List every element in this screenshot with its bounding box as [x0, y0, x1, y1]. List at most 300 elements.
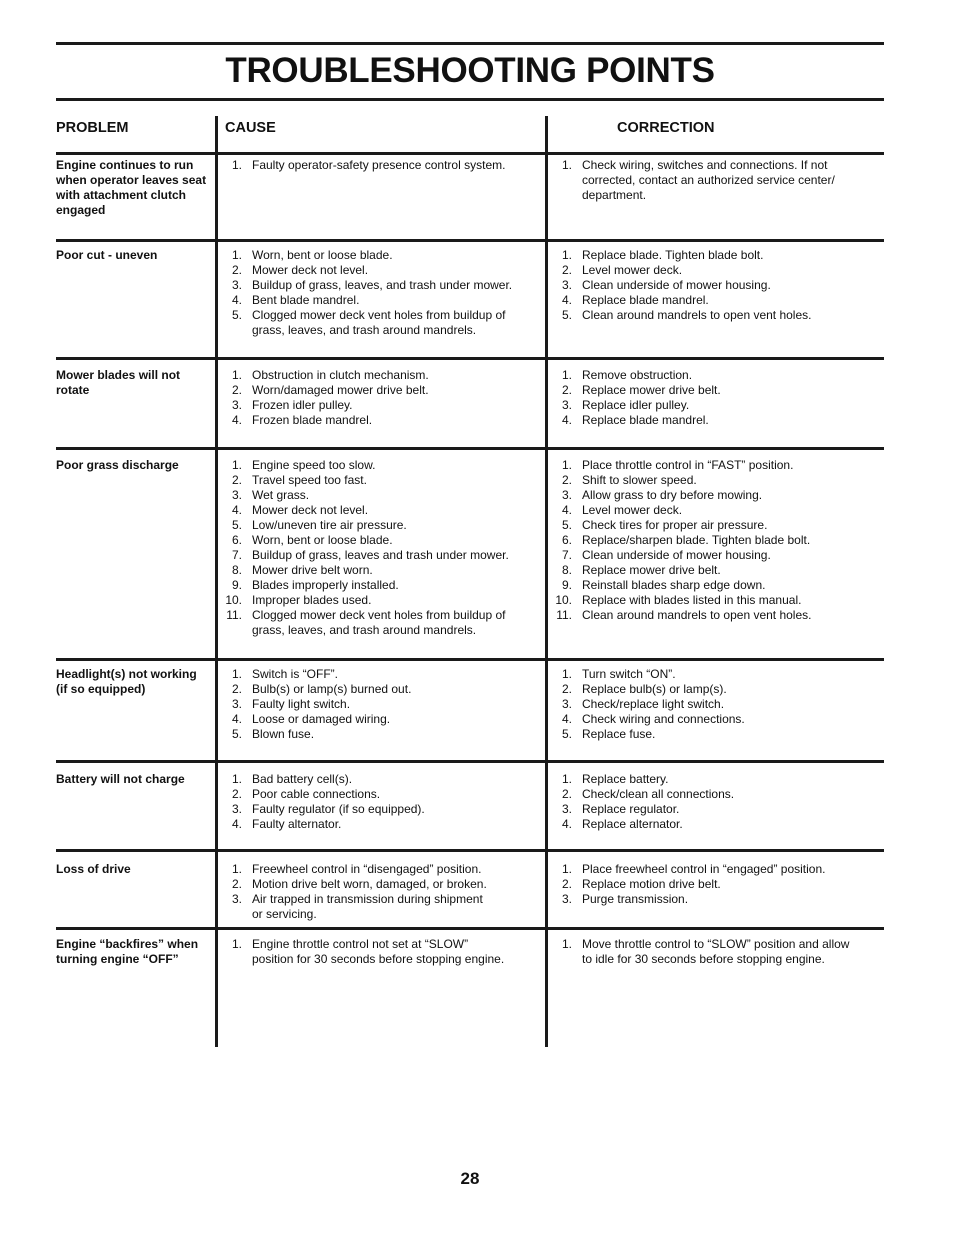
row-separator — [218, 849, 545, 852]
item-line: Replace bulb(s) or lamp(s). — [582, 682, 727, 696]
item-text — [582, 578, 880, 593]
item-line: Clean underside of mower housing. — [582, 278, 771, 292]
item-text — [582, 608, 880, 623]
item-number: 2. — [561, 682, 572, 696]
correction-item — [550, 892, 880, 907]
row-separator — [548, 357, 884, 360]
item-text — [582, 862, 880, 877]
item-text — [582, 937, 880, 967]
cause-item — [220, 458, 542, 473]
cause-item — [220, 862, 542, 877]
correction-item — [550, 593, 880, 608]
cause-item — [220, 368, 542, 383]
item-number: 3. — [561, 892, 572, 906]
correction-list — [550, 248, 880, 323]
cause-item — [220, 293, 542, 308]
problem-line: Engine continues to run — [56, 158, 194, 172]
item-text — [582, 712, 880, 727]
problem-label — [56, 248, 214, 263]
item-number: 1. — [561, 862, 572, 876]
correction-item — [550, 787, 880, 802]
item-text — [582, 413, 880, 428]
correction-item — [550, 727, 880, 742]
row-separator — [56, 658, 215, 661]
item-line: Allow grass to dry before mowing. — [582, 488, 763, 502]
cause-item — [220, 413, 542, 428]
column-divider-correction — [545, 116, 548, 1047]
item-number: 1. — [231, 158, 242, 172]
item-number: 11. — [556, 608, 572, 622]
row-separator — [218, 760, 545, 763]
item-line: Worn, bent or loose blade. — [252, 533, 393, 547]
item-text — [582, 892, 880, 907]
item-line: or servicing. — [252, 907, 317, 921]
cause-item — [220, 248, 542, 263]
row-separator — [56, 760, 215, 763]
item-text — [582, 787, 880, 802]
item-text — [252, 563, 542, 578]
correction-item — [550, 667, 880, 682]
item-text — [252, 548, 542, 563]
item-line: Level mower deck. — [582, 263, 683, 277]
item-line: Reinstall blades sharp edge down. — [582, 578, 766, 592]
cause-item — [220, 563, 542, 578]
item-line: grass, leaves, and trash around mandrels. — [252, 323, 477, 337]
cause-item — [220, 817, 542, 832]
item-text — [252, 263, 542, 278]
item-line: Check wiring, switches and connections. If not — [582, 158, 828, 172]
correction-item — [550, 817, 880, 832]
row-separator — [218, 447, 545, 450]
item-number: 11. — [226, 608, 242, 622]
item-text — [252, 877, 542, 892]
item-line: Replace mower drive belt. — [582, 383, 721, 397]
top-rule — [56, 42, 884, 45]
item-text — [252, 937, 542, 967]
row-separator — [56, 152, 215, 155]
item-number: 2. — [561, 473, 572, 487]
item-line: Check tires for proper air pressure. — [582, 518, 768, 532]
item-number: 4. — [231, 413, 242, 427]
item-line: Bulb(s) or lamp(s) burned out. — [252, 682, 412, 696]
item-number: 2. — [231, 383, 242, 397]
item-number: 7. — [561, 548, 572, 562]
cause-item — [220, 398, 542, 413]
cause-list — [220, 248, 542, 338]
item-number: 1. — [561, 158, 572, 172]
item-text — [582, 697, 880, 712]
item-text — [252, 862, 542, 877]
row-separator — [548, 658, 884, 661]
correction-item — [550, 533, 880, 548]
row-separator — [218, 658, 545, 661]
item-number: 2. — [231, 877, 242, 891]
item-line: Switch is “OFF”. — [252, 667, 338, 681]
row-separator — [548, 152, 884, 155]
item-text — [582, 518, 880, 533]
item-text — [582, 458, 880, 473]
problem-label — [56, 937, 214, 967]
item-number: 3. — [561, 697, 572, 711]
correction-item — [550, 383, 880, 398]
item-text — [252, 488, 542, 503]
correction-item — [550, 158, 880, 203]
item-number: 3. — [561, 278, 572, 292]
row-separator — [218, 357, 545, 360]
item-text — [252, 593, 542, 608]
item-line: Clogged mower deck vent holes from buildup of — [252, 608, 506, 622]
item-line: Replace regulator. — [582, 802, 680, 816]
item-text — [252, 413, 542, 428]
item-line: Bent blade mandrel. — [252, 293, 360, 307]
item-line: Mower deck not level. — [252, 503, 369, 517]
correction-item — [550, 578, 880, 593]
item-line: Faulty light switch. — [252, 697, 351, 711]
item-line: Replace motion drive belt. — [582, 877, 721, 891]
row-separator — [548, 849, 884, 852]
item-number: 3. — [231, 697, 242, 711]
item-number: 4. — [231, 293, 242, 307]
item-line: Faulty alternator. — [252, 817, 342, 831]
cause-item — [220, 473, 542, 488]
correction-item — [550, 697, 880, 712]
column-divider-cause — [215, 116, 218, 1047]
item-text — [252, 772, 542, 787]
correction-item — [550, 398, 880, 413]
problem-line: when operator leaves seat — [56, 173, 207, 187]
row-separator — [548, 239, 884, 242]
item-line: Replace blade. Tighten blade bolt. — [582, 248, 764, 262]
item-number: 3. — [561, 802, 572, 816]
cause-item — [220, 263, 542, 278]
cause-item — [220, 308, 542, 338]
item-line: Check wiring and connections. — [582, 712, 745, 726]
problem-line: turning engine “OFF” — [56, 952, 179, 966]
problem-line: Poor grass discharge — [56, 458, 179, 472]
item-text — [582, 278, 880, 293]
item-number: 3. — [561, 488, 572, 502]
item-line: Check/replace light switch. — [582, 697, 725, 711]
item-number: 8. — [231, 563, 242, 577]
item-line: Bad battery cell(s). — [252, 772, 353, 786]
problem-label — [56, 158, 214, 218]
correction-item — [550, 278, 880, 293]
item-text — [252, 368, 542, 383]
item-line: Faulty operator-safety presence control system. — [252, 158, 506, 172]
cause-item — [220, 533, 542, 548]
item-text — [252, 158, 542, 173]
item-number: 4. — [561, 712, 572, 726]
item-line: Replace fuse. — [582, 727, 656, 741]
item-line: Clogged mower deck vent holes from buildup of — [252, 308, 506, 322]
item-line: Shift to slower speed. — [582, 473, 697, 487]
item-number: 2. — [561, 383, 572, 397]
item-number: 3. — [231, 398, 242, 412]
item-line: Wet grass. — [252, 488, 310, 502]
item-number: 1. — [561, 772, 572, 786]
item-number: 6. — [561, 533, 572, 547]
correction-item — [550, 248, 880, 263]
item-number: 5. — [231, 308, 242, 322]
item-text — [252, 802, 542, 817]
problem-line: Poor cut - uneven — [56, 248, 158, 262]
correction-list — [550, 667, 880, 742]
item-text — [582, 817, 880, 832]
item-number: 9. — [231, 578, 242, 592]
item-number: 4. — [231, 712, 242, 726]
item-line: Travel speed too fast. — [252, 473, 367, 487]
item-text — [582, 682, 880, 697]
row-separator — [548, 927, 884, 930]
item-line: Obstruction in clutch mechanism. — [252, 368, 429, 382]
correction-item — [550, 368, 880, 383]
item-text — [252, 578, 542, 593]
correction-item — [550, 458, 880, 473]
item-line: Clean underside of mower housing. — [582, 548, 771, 562]
problem-line: rotate — [56, 383, 90, 397]
item-number: 3. — [231, 892, 242, 906]
item-line: Mower drive belt worn. — [252, 563, 373, 577]
correction-item — [550, 608, 880, 623]
item-line: Worn/damaged mower drive belt. — [252, 383, 429, 397]
cause-item — [220, 697, 542, 712]
item-line: Replace with blades listed in this manual. — [582, 593, 802, 607]
item-text — [252, 712, 542, 727]
item-text — [252, 383, 542, 398]
item-number: 1. — [231, 368, 242, 382]
item-number: 1. — [561, 458, 572, 472]
cause-item — [220, 727, 542, 742]
item-line: Replace idler pulley. — [582, 398, 690, 412]
item-text — [582, 308, 880, 323]
cause-list — [220, 862, 542, 922]
item-number: 1. — [561, 937, 572, 951]
item-line: department. — [582, 188, 647, 202]
item-text — [252, 293, 542, 308]
item-text — [582, 802, 880, 817]
item-text — [252, 518, 542, 533]
problem-label — [56, 772, 214, 787]
item-number: 2. — [231, 263, 242, 277]
item-number: 5. — [231, 518, 242, 532]
item-number: 4. — [561, 503, 572, 517]
item-number: 6. — [231, 533, 242, 547]
cause-item — [220, 608, 542, 638]
cause-item — [220, 593, 542, 608]
item-text — [252, 667, 542, 682]
row-separator — [218, 152, 545, 155]
problem-line: with attachment clutch — [56, 188, 187, 202]
item-number: 1. — [561, 248, 572, 262]
item-line: Faulty regulator (if so equipped). — [252, 802, 425, 816]
page-title: TROUBLESHOOTING POINTS — [225, 51, 715, 90]
item-line: Mower deck not level. — [252, 263, 369, 277]
correction-item — [550, 877, 880, 892]
correction-item — [550, 263, 880, 278]
correction-item — [550, 548, 880, 563]
item-number: 1. — [231, 937, 242, 951]
item-line: Place throttle control in “FAST” position. — [582, 458, 794, 472]
cause-item — [220, 892, 542, 922]
row-separator — [548, 760, 884, 763]
correction-list — [550, 862, 880, 907]
item-line: grass, leaves, and trash around mandrels. — [252, 623, 477, 637]
row-separator — [56, 849, 215, 852]
header-cause: CAUSE — [225, 120, 276, 136]
item-text — [252, 503, 542, 518]
item-text — [252, 787, 542, 802]
header-problem: PROBLEM — [56, 120, 129, 136]
item-text — [252, 817, 542, 832]
item-text — [252, 533, 542, 548]
correction-item — [550, 802, 880, 817]
item-text — [582, 263, 880, 278]
cause-item — [220, 787, 542, 802]
item-number: 4. — [231, 817, 242, 831]
correction-item — [550, 503, 880, 518]
item-line: Turn switch “ON”. — [582, 667, 676, 681]
item-line: Clean around mandrels to open vent holes. — [582, 608, 812, 622]
item-number: 3. — [561, 398, 572, 412]
item-number: 5. — [561, 308, 572, 322]
cause-item — [220, 158, 542, 173]
item-text — [582, 548, 880, 563]
row-separator — [218, 239, 545, 242]
item-number: 5. — [561, 518, 572, 532]
correction-list — [550, 458, 880, 623]
item-number: 8. — [561, 563, 572, 577]
item-text — [582, 877, 880, 892]
item-number: 4. — [231, 503, 242, 517]
item-line: Replace battery. — [582, 772, 669, 786]
item-text — [582, 368, 880, 383]
cause-item — [220, 548, 542, 563]
correction-item — [550, 862, 880, 877]
cause-list — [220, 667, 542, 742]
item-line: Engine speed too slow. — [252, 458, 376, 472]
item-text — [252, 278, 542, 293]
correction-item — [550, 563, 880, 578]
item-number: 2. — [231, 787, 242, 801]
item-text — [252, 682, 542, 697]
cause-item — [220, 667, 542, 682]
item-line: Replace mower drive belt. — [582, 563, 721, 577]
correction-item — [550, 293, 880, 308]
correction-list — [550, 937, 880, 967]
item-text — [582, 383, 880, 398]
item-line: Blown fuse. — [252, 727, 315, 741]
item-number: 1. — [561, 368, 572, 382]
item-number: 7. — [231, 548, 242, 562]
cause-list — [220, 368, 542, 428]
item-text — [582, 727, 880, 742]
row-separator — [56, 447, 215, 450]
page-number: 28 — [460, 1169, 480, 1188]
correction-list — [550, 158, 880, 203]
item-number: 2. — [561, 877, 572, 891]
problem-line: Mower blades will not — [56, 368, 181, 382]
item-line: Clean around mandrels to open vent holes. — [582, 308, 812, 322]
cause-item — [220, 937, 542, 967]
item-line: Buildup of grass, leaves, and trash under mower. — [252, 278, 513, 292]
title-underline — [56, 98, 884, 101]
cause-item — [220, 503, 542, 518]
item-line: Engine throttle control not set at “SLOW” — [252, 937, 469, 951]
item-text — [582, 158, 880, 203]
correction-item — [550, 518, 880, 533]
item-line: Place freewheel control in “engaged” position. — [582, 862, 826, 876]
item-number: 2. — [561, 263, 572, 277]
problem-line: (if so equipped) — [56, 682, 146, 696]
row-separator — [56, 357, 215, 360]
problem-label — [56, 667, 214, 697]
problem-line: Engine “backfires” when — [56, 937, 199, 951]
header-correction: CORRECTION — [617, 120, 715, 136]
item-number: 2. — [561, 787, 572, 801]
cause-item — [220, 383, 542, 398]
cause-list — [220, 937, 542, 967]
item-line: Poor cable connections. — [252, 787, 381, 801]
item-line: Level mower deck. — [582, 503, 683, 517]
item-number: 3. — [231, 802, 242, 816]
cause-item — [220, 578, 542, 593]
correction-item — [550, 682, 880, 697]
item-text — [252, 608, 542, 638]
problem-line: Headlight(s) not working — [56, 667, 197, 681]
item-line: Worn, bent or loose blade. — [252, 248, 393, 262]
item-number: 1. — [231, 248, 242, 262]
problem-label — [56, 368, 214, 398]
correction-list — [550, 368, 880, 428]
problem-label — [56, 862, 214, 877]
item-number: 4. — [561, 413, 572, 427]
correction-item — [550, 772, 880, 787]
item-text — [252, 458, 542, 473]
item-text — [252, 892, 542, 922]
item-line: Check/clean all connections. — [582, 787, 735, 801]
item-number: 1. — [231, 458, 242, 472]
item-number: 10. — [555, 593, 572, 607]
item-line: Loose or damaged wiring. — [252, 712, 391, 726]
correction-item — [550, 413, 880, 428]
item-number: 2. — [231, 682, 242, 696]
item-number: 1. — [231, 667, 242, 681]
cause-item — [220, 712, 542, 727]
item-text — [252, 308, 542, 338]
item-line: corrected, contact an authorized service center/ — [582, 173, 835, 187]
item-number: 5. — [231, 727, 242, 741]
cause-item — [220, 772, 542, 787]
item-line: Low/uneven tire air pressure. — [252, 518, 407, 532]
item-number: 1. — [231, 772, 242, 786]
item-number: 4. — [561, 293, 572, 307]
item-text — [252, 727, 542, 742]
item-number: 1. — [561, 667, 572, 681]
item-text — [582, 488, 880, 503]
item-line: Improper blades used. — [252, 593, 372, 607]
cause-item — [220, 488, 542, 503]
item-number: 5. — [561, 727, 572, 741]
item-line: Replace blade mandrel. — [582, 413, 709, 427]
problem-line: engaged — [56, 203, 106, 217]
item-text — [582, 667, 880, 682]
correction-list — [550, 772, 880, 832]
correction-item — [550, 712, 880, 727]
item-line: Freewheel control in “disengaged” position. — [252, 862, 482, 876]
item-number: 3. — [231, 278, 242, 292]
item-line: Remove obstruction. — [582, 368, 693, 382]
item-line: position for 30 seconds before stopping engine. — [252, 952, 505, 966]
